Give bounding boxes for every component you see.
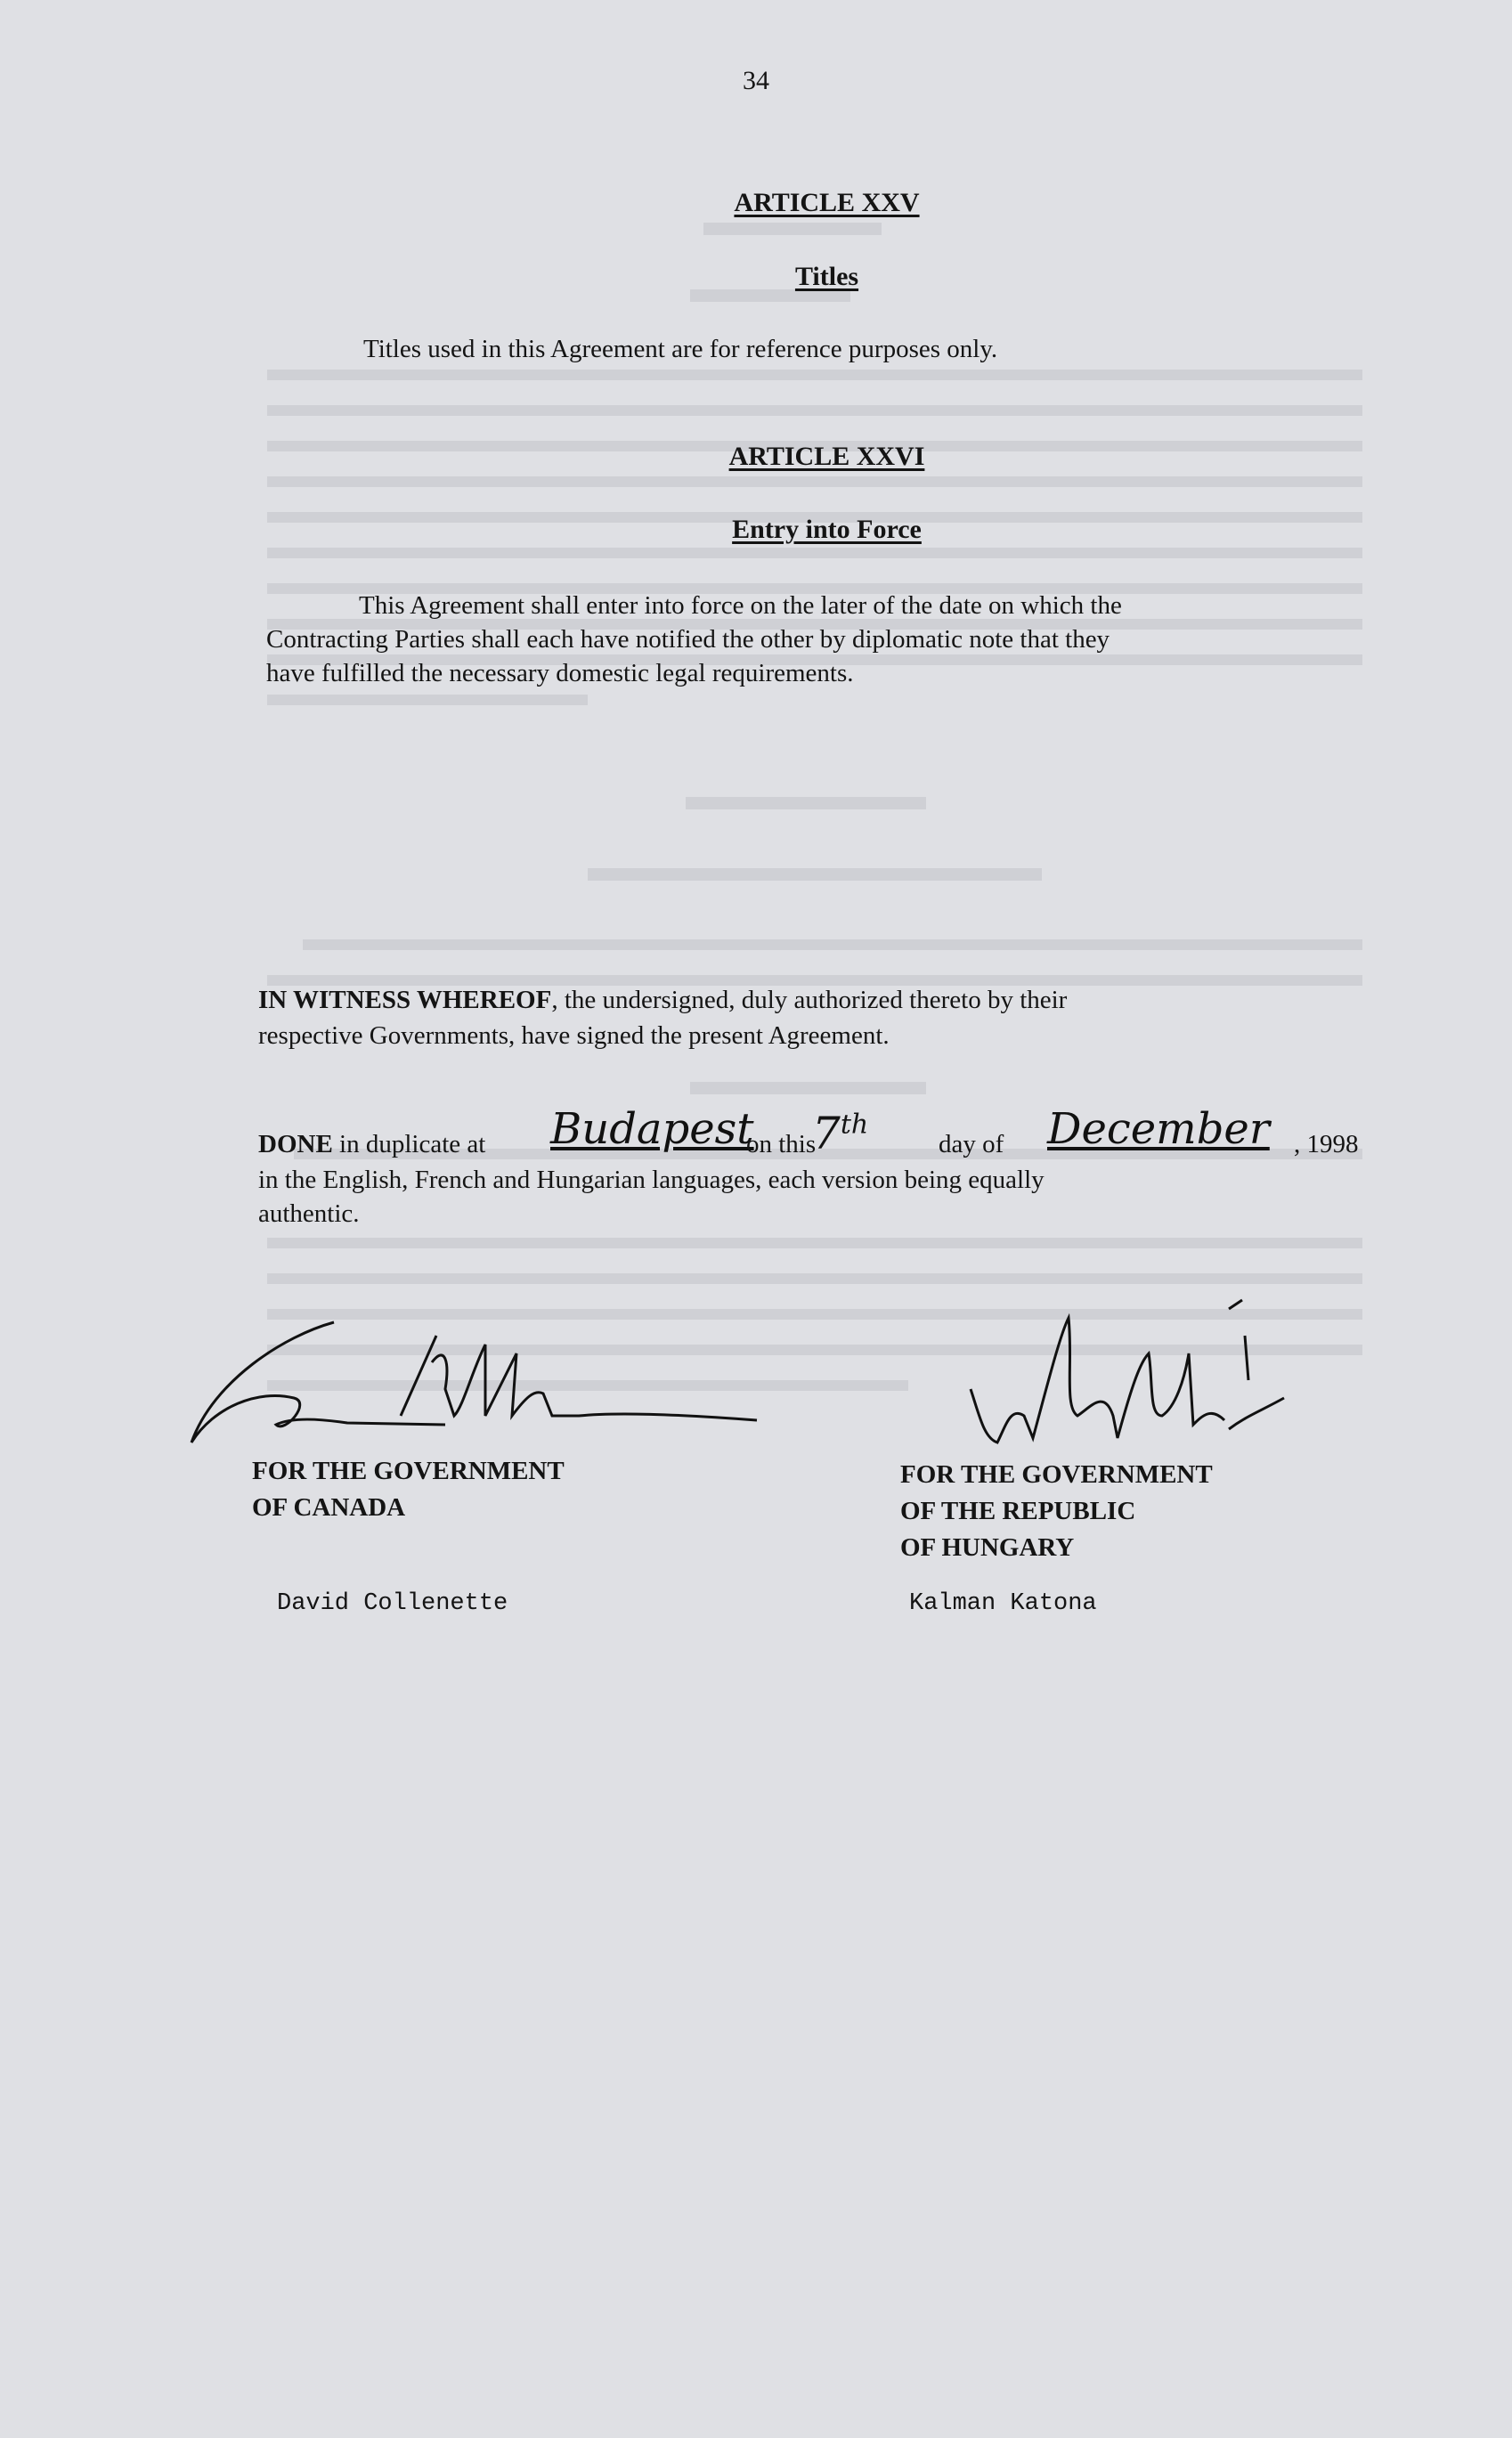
canada-signatory-name: David Collenette: [277, 1590, 508, 1617]
hungary-label-line-1: FOR THE GOVERNMENT: [900, 1460, 1213, 1489]
signature-canada: [178, 1309, 784, 1460]
article-26-line-1: This Agreement shall enter into force on the later of the date on which the: [359, 591, 1122, 620]
hungary-label: [900, 1457, 1213, 1566]
hungary-signatory-name: Kalman Katona: [909, 1590, 1097, 1617]
signature-hungary: [962, 1282, 1300, 1460]
done-day-number: 7: [812, 1108, 841, 1159]
page-number: 34: [743, 66, 769, 95]
done-in-duplicate-at: in duplicate at: [339, 1130, 486, 1158]
article-26-subheading: Entry into Force: [732, 515, 922, 544]
article-25-heading: ARTICLE XXV: [734, 188, 920, 217]
canada-label-line-2: OF CANADA: [252, 1493, 406, 1522]
done-line-1: [258, 1126, 485, 1163]
witness-line-2: respective Governments, have signed the present Agreement.: [258, 1021, 890, 1050]
done-line-3: authentic.: [258, 1199, 360, 1228]
article-25-text: Titles used in this Agreement are for reference purposes only.: [363, 335, 998, 363]
article-26-line-2: Contracting Parties shall each have notified the other by diplomatic note that they: [266, 625, 1110, 654]
witness-lead: IN WITNESS WHEREOF: [258, 986, 552, 1014]
article-26-line-3: have fulfilled the necessary domestic legal requirements.: [266, 659, 854, 687]
canada-label: [252, 1453, 565, 1526]
article-26-heading: ARTICLE XXVI: [728, 442, 925, 471]
done-day-of: day of: [939, 1130, 1004, 1158]
done-year: , 1998: [1294, 1130, 1359, 1158]
hungary-label-line-2: OF THE REPUBLIC: [900, 1497, 1136, 1525]
done-day-suffix: th: [840, 1109, 869, 1141]
done-lead: DONE: [258, 1130, 333, 1158]
done-line-2: in the English, French and Hungarian languages, each version being equally: [258, 1166, 1045, 1194]
canada-label-line-1: FOR THE GOVERNMENT: [252, 1457, 565, 1485]
done-day-handwritten: [812, 1108, 868, 1159]
done-month-handwritten: December: [1047, 1104, 1270, 1154]
witness-line-1-rest: , the undersigned, duly authorized thereto by their: [551, 986, 1068, 1014]
witness-line-1: [258, 981, 1067, 1019]
hungary-label-line-3: OF HUNGARY: [900, 1533, 1075, 1562]
done-place-handwritten: Budapest: [550, 1104, 754, 1154]
article-25-subheading: Titles: [794, 262, 859, 291]
done-on-this: on this: [746, 1130, 817, 1158]
